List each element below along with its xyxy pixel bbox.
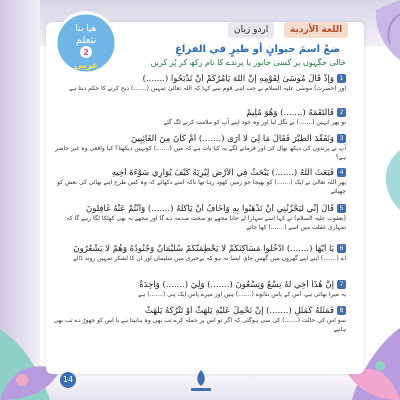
exercise-verse: فَالْتَقَمَهُ (.......) وَهُوَ مُلِيمٌ (246, 108, 334, 118)
exercise-2 (50, 108, 346, 127)
exercise-title-urdu: خالی جگہوں پر کسی جانور یا پرندے کا نام رکھ کر پُر کریں (150, 58, 346, 67)
exercise-4 (50, 168, 346, 196)
exercise-translation: سو اس کی حالت (.......) کی سی ہوگئی کہ اگر تو اس پر حملہ کرے تب بھی وہ ہانپتا ہے یا اس کو چھوڑ دے تب بھی ہانپے (53, 317, 346, 333)
exercise-translation: اے (.......) اپنے اپنے گھروں میں گھس جاؤ، ایسا نہ ہو کہ بےخبری میں سلیمان اور ان کا لشکر تمہیں روند ڈالے (73, 255, 346, 262)
publisher-logo (186, 368, 216, 394)
exercise-verse: فَبَعَثَ اللَّهُ (.......) يَبْحَثُ فِي الْأَرْضِ لِيُرِيَهُ كَيْفَ يُوَارِي سَوْءَةَ أَخِيهِ (111, 168, 334, 178)
logo-line-2: نتعلم (75, 35, 97, 46)
series-logo (50, 10, 122, 76)
exercise-number: 6 (337, 244, 346, 253)
exercise-translation: تو پھر انہیں (.......) نے نگل لیا اور وہ خود اپنے آپ کو ملامت کرنے لگ گئے (163, 119, 346, 126)
exercise-7 (50, 280, 346, 299)
exercise-translation: آپ نے پرندوں کی دیکھ بھال کی اور فرمانے لگے یہ کیا بات ہے کہ میں (.......) کونہیں دیکھتا؟ کیا واقعی وہ غیر حاضر ہے؟ (55, 145, 346, 161)
logo-grade: 2 (83, 48, 89, 57)
page-number: 14 (60, 372, 76, 388)
exercise-verse: وَتَفَقَّدَ الطَّيْرَ فَقَالَ مَا لِيَ لَا أَرَى (.......) أَمْ كَانَ مِنَ الْغَائِبِينَ (130, 134, 334, 144)
exercise-number: 2 (337, 108, 346, 117)
exercise-verse: وَإِذْ قَالَ مُوسَىٰ لِقَوْمِهِ إِنَّ اللَّهَ يَأْمُرُكُمْ أَنْ تَذْبَحُوا (.......) (142, 74, 334, 84)
logo-line-3: عربی (73, 61, 99, 71)
exercise-verse: يَا أَيُّهَا (.......) ادْخُلُوا مَسَاكِنَكُمْ لَا يَحْطِمَنَّكُمْ سُلَيْمَانُ وَجُنُودُهُ وَهُمْ لَا يَشْعُرُونَ (73, 244, 334, 254)
exercise-translation: پھر اللہ تعالیٰ نے ایک (.......) کو بھیجا جو زمین کھود رہا تھا تاکہ اسے دکھائے کہ وہ کس طرح اپنے بھائی کی نعش کو چھپائے (56, 179, 346, 195)
tab-arabic-language: اللغة الأردية (284, 22, 348, 38)
exercise-3 (50, 134, 346, 162)
exercise-number: 8 (337, 306, 346, 315)
exercise-1 (50, 74, 346, 93)
exercise-translation: یہ میرا بھائی ہے، اس کے پاس ننانوے (.......) ہیں اور میرے پاس ایک ہی (.......) ہے (138, 291, 346, 298)
exercise-number: 3 (337, 134, 346, 143)
exercise-number: 1 (337, 74, 346, 83)
exercise-translation: (یعقوب علیہ السلام) نے کہا اسے تمہارا لے جانا مجھے تو سخت صدمہ دے گا اور مجھے یہ بھی کھٹکا لگا رہے گا کہ تمہاری غفلت میں اسے (.......) کھا جائے (66, 215, 346, 231)
logo-line-1: هيا بنا (75, 24, 97, 34)
exercise-verse: قَالَ إِنِّي لَيَحْزُنُنِي أَنْ تَذْهَبُوا بِهِ وَأَخَافُ أَنْ يَأْكُلَهُ (.......) وَأَنْتُمْ عَنْهُ غَافِلُونَ (85, 204, 334, 214)
exercise-number: 5 (337, 204, 346, 213)
exercise-6 (50, 244, 346, 263)
tab-urdu: اردو زبان (228, 22, 274, 38)
exercise-verse: إِنَّ هَٰذَا أَخِي لَهُ تِسْعٌ وَتِسْعُونَ (.......) وَلِيَ (.......) وَاحِدَةٌ (139, 280, 334, 290)
exercise-number: 4 (337, 168, 346, 177)
exercise-verse: فَمَثَلُهُ كَمَثَلِ (.......) إِنْ تَحْمِلْ عَلَيْهِ يَلْهَثْ أَوْ تَتْرُكْهُ يَلْهَثْ (144, 306, 334, 316)
exercise-8 (50, 306, 346, 334)
exercise-translation: اور (حضرت) موسٰی علیہ السلام نے جب اپنی قوم سے کہا کہ اللہ تعالیٰ تمہیں (.......) ذبح کرنے کا حکم دیتا ہے (69, 85, 346, 92)
exercise-number: 7 (337, 280, 346, 289)
exercise-title-arabic: ضعْ اسمَ حيوانٍ أو طيرٍ في الفراغِ (175, 44, 340, 55)
leaf-decoration-right (362, 150, 400, 210)
exercise-5 (50, 204, 346, 232)
